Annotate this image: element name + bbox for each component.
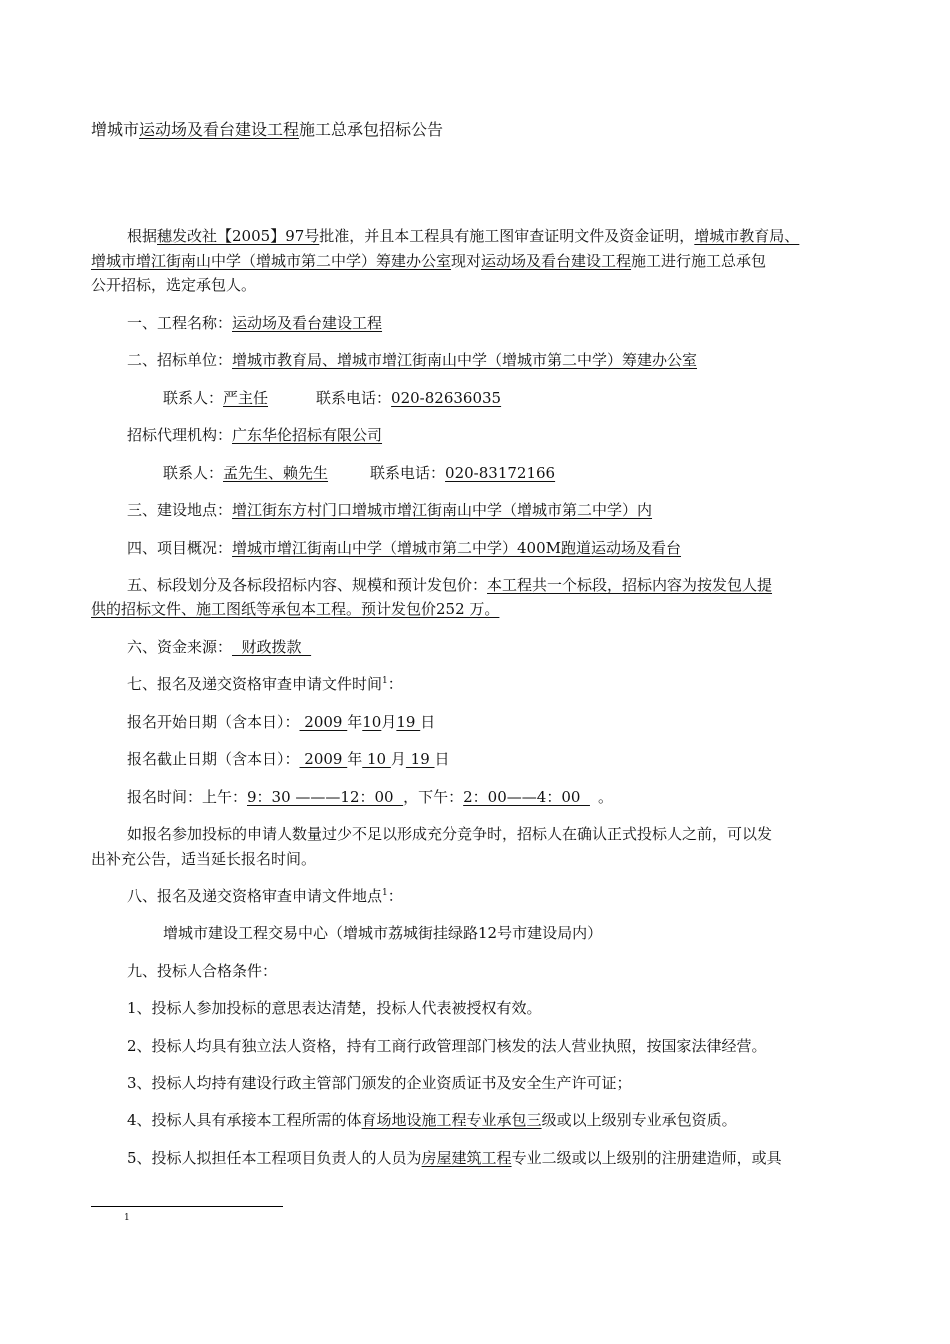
section-lots: 五、标段划分及各标段招标内容、规模和预计发包价：本工程共一个标段，招标内容为按发包人提 (127, 576, 773, 594)
funding-value: 财政拨款 (232, 638, 312, 656)
afternoon-hours: 2：00——4：00 (463, 788, 590, 806)
qualification-4: 4、投标人具有承接本工程所需的体育场地设施工程专业承包三级或以上级别专业承包资质。 (127, 1111, 737, 1129)
intro-line-2: 增城市增江街南山中学（增城市第二中学）筹建办公室现对运动场及看台建设工程施工进行施工总承包 (91, 252, 767, 270)
qualification-5: 5、投标人拟担任本工程项目负责人的人员为房屋建筑工程专业二级或以上级别的注册建造师，或具 (127, 1149, 782, 1167)
intro-line-1: 根据穗发改社【2005】97号批准，并且本工程具有施工图审查证明文件及资金证明，增城市教育局、 (127, 227, 800, 245)
morning-hours: 9：30 ———12：00 (247, 788, 404, 806)
start-day: 19 (396, 713, 421, 731)
page-title: 增城市运动场及看台建设工程施工总承包招标公告 (91, 120, 444, 139)
tenderer-name-part2: 增城市增江街南山中学（增城市第二中学）筹建办公室 (91, 252, 452, 270)
extension-note-line2: 出补充公告，适当延长报名时间。 (91, 850, 317, 868)
contact-phone: 020-82636035 (391, 389, 502, 407)
project-name-value: 运动场及看台建设工程 (232, 314, 383, 332)
project-name-inline: 运动场及看台建设工程 (481, 252, 632, 270)
footnote-separator (91, 1206, 283, 1207)
title-project-name: 运动场及看台建设工程 (139, 120, 300, 139)
lots-value-line2: 供的招标文件、施工图纸等承包本工程。预计发包价252 万。 (91, 600, 500, 618)
section-tenderer: 二、招标单位：增城市教育局、增城市增江街南山中学（增城市第二中学）筹建办公室 (127, 351, 698, 369)
section-registration-time: 七、报名及递交资格审查申请文件时间$^1$： (127, 675, 403, 693)
registration-hours: 报名时间：上午：9：30 ———12：00 ，下午：2：00——4：00 。 (127, 788, 613, 806)
registration-start-date: 报名开始日期（含本日）： 2009 年10月19 日 (127, 713, 436, 731)
section-location: 三、建设地点：增江街东方村门口增城市增江街南山中学（增城市第二中学）内 (127, 501, 653, 519)
lots-value-line1: 本工程共一个标段，招标内容为按发包人提 (487, 576, 773, 594)
overview-value: 增城市增江街南山中学（增城市第二中学）400M跑道运动场及看台 (232, 539, 682, 557)
contact-tenderer: 联系人：严主任 联系电话：020-82636035 (163, 389, 502, 407)
footnote-ref: 1 (382, 676, 388, 686)
approval-number: 穗发改社【2005】97号 (157, 227, 320, 245)
location-value: 增江街东方村门口增城市增江街南山中学（增城市第二中学）内 (232, 501, 653, 519)
footnote-ref: 1 (382, 888, 388, 898)
end-month: 10 (362, 750, 391, 768)
tenderer-name-part1: 增城市教育局、 (694, 227, 800, 245)
section-funding: 六、资金来源： 财政拨款 (127, 638, 312, 656)
section-lots-cont (91, 598, 499, 620)
start-year: 2009 (299, 713, 348, 731)
agency-contact-phone: 020-83172166 (445, 464, 556, 482)
qualification-5-highlight: 房屋建筑工程 (421, 1149, 512, 1167)
end-day: 19 (405, 750, 435, 768)
intro-line-3: 公开招标，选定承包人。 (91, 276, 257, 294)
contact-person: 严主任 (223, 389, 269, 407)
qualification-4-highlight: 育场地设施工程专业承包三 (361, 1111, 542, 1129)
section-qualifications: 九、投标人合格条件： (127, 962, 278, 980)
section-agency: 招标代理机构：广东华伦招标有限公司 (127, 426, 383, 444)
tenderer-value: 增城市教育局、增城市增江街南山中学（增城市第二中学）筹建办公室 (232, 351, 698, 369)
extension-note-line1: 如报名参加投标的申请人数量过少不足以形成充分竞争时，招标人在确认正式投标人之前，可以发 (127, 825, 773, 843)
section-registration-place: 八、报名及递交资格审查申请文件地点$^1$： (127, 887, 403, 905)
start-month: 10 (362, 713, 382, 731)
qualification-2: 2、投标人均具有独立法人资格，持有工商行政管理部门核发的法人营业执照，按国家法律经营。 (127, 1037, 767, 1055)
agency-value: 广东华伦招标有限公司 (232, 426, 383, 444)
section-overview: 四、项目概况：增城市增江街南山中学（增城市第二中学）400M跑道运动场及看台 (127, 539, 682, 557)
contact-agency: 联系人：孟先生、赖先生 联系电话：020-83172166 (163, 464, 556, 482)
qualification-3: 3、投标人均持有建设行政主管部门颁发的企业资质证书及安全生产许可证； (127, 1074, 632, 1092)
qualification-1: 1、投标人参加投标的意思表达清楚，投标人代表被授权有效。 (127, 999, 542, 1017)
registration-address: 增城市建设工程交易中心（增城市荔城街挂绿路12号市建设局内） (163, 924, 603, 942)
section-project-name: 一、工程名称：运动场及看台建设工程 (127, 314, 383, 332)
agency-contact-person: 孟先生、赖先生 (223, 464, 329, 482)
registration-end-date: 报名截止日期（含本日）： 2009 年 10 月 19 日 (127, 750, 450, 768)
footnote-marker: 1 (124, 1213, 130, 1223)
end-year: 2009 (299, 750, 348, 768)
